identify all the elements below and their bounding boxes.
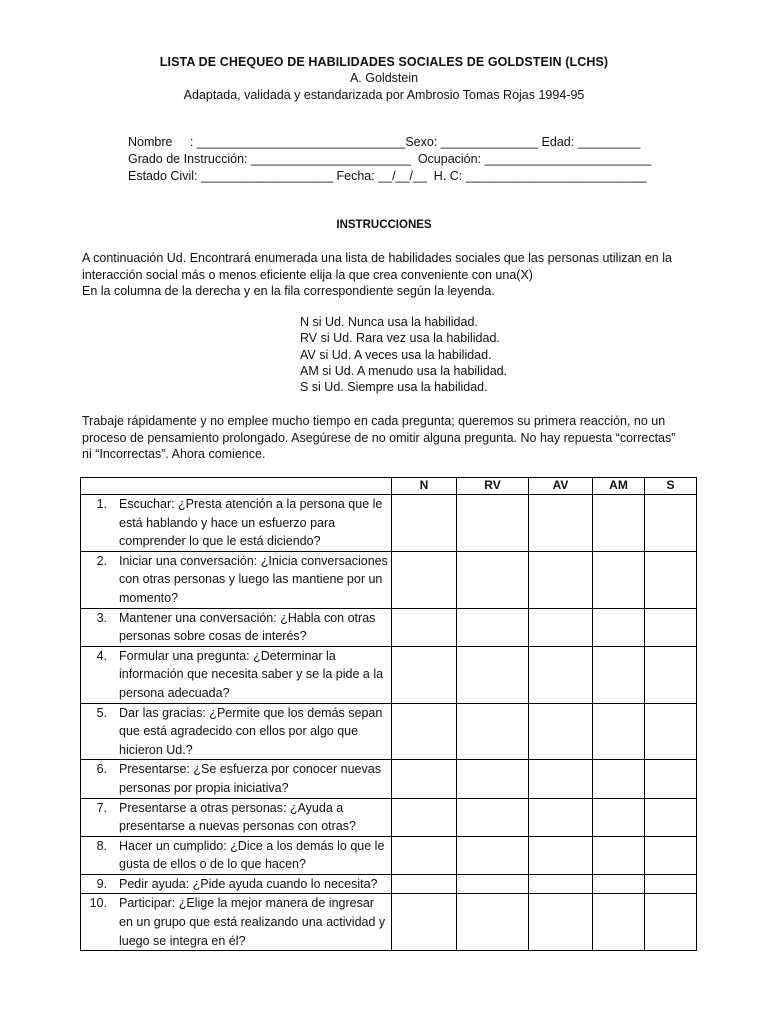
question-number: 5. <box>96 705 107 720</box>
column-header-s: S <box>645 478 697 495</box>
table-row <box>81 798 697 836</box>
question-cell <box>81 608 392 646</box>
question-text <box>119 837 391 874</box>
answer-cell-rv[interactable] <box>457 646 529 703</box>
answer-cell-am[interactable] <box>593 703 645 760</box>
answer-cell-am[interactable] <box>593 760 645 798</box>
response-legend <box>300 314 507 395</box>
instructions-closing-line: ni “Incorrectas”. Ahora comience. <box>82 447 266 461</box>
question-text <box>119 894 391 950</box>
question-text <box>119 799 391 836</box>
question-cell <box>81 495 392 552</box>
answer-cell-av[interactable] <box>529 760 593 798</box>
legend-item-n: N si Ud. Nunca usa la habilidad. <box>300 315 478 329</box>
answer-cell-s[interactable] <box>645 646 697 703</box>
answer-cell-s[interactable] <box>645 608 697 646</box>
question-text-line: Escuchar: ¿Presta atención a la persona que le <box>119 497 383 511</box>
column-header-am: AM <box>593 478 645 495</box>
question-text-line: presentarse a nuevas personas con otras? <box>119 819 356 834</box>
answer-cell-am[interactable] <box>593 894 645 951</box>
answer-cell-am[interactable] <box>593 836 645 874</box>
question-number: 7. <box>96 800 107 815</box>
question-text-line: Dar las gracias: ¿Permite que los demás sepan <box>119 705 383 720</box>
answer-cell-am[interactable] <box>593 646 645 703</box>
column-header-n: N <box>392 478 457 495</box>
answer-cell-n[interactable] <box>392 836 457 874</box>
answer-cell-n[interactable] <box>392 760 457 798</box>
answer-cell-am[interactable] <box>593 495 645 552</box>
question-text-line: Presentarse: ¿Se esfuerza por conocer nuevas <box>119 762 381 777</box>
question-text-line: información que necesita saber y se la pide a la <box>119 667 384 682</box>
answer-cell-rv[interactable] <box>457 495 529 552</box>
question-text-line: personas sobre cosas de interés? <box>119 629 307 644</box>
answer-cell-s[interactable] <box>645 760 697 798</box>
question-text-line: Pedir ayuda: ¿Pide ayuda cuando lo necesita? <box>119 876 378 891</box>
question-text <box>119 495 391 551</box>
answer-cell-rv[interactable] <box>457 798 529 836</box>
answer-cell-am[interactable] <box>593 874 645 894</box>
answer-cell-s[interactable] <box>645 836 697 874</box>
question-text <box>119 875 391 894</box>
question-text-line: gusta de ellos o de lo que hacen? <box>119 857 306 872</box>
answer-cell-n[interactable] <box>392 646 457 703</box>
question-cell <box>81 874 392 894</box>
question-text <box>119 552 391 608</box>
answer-cell-av[interactable] <box>529 836 593 874</box>
question-text-line: Presentarse a otras personas: ¿Ayuda a <box>119 800 344 815</box>
question-text-line: Participar: ¿Elige la mejor manera de ingresar <box>119 896 374 911</box>
column-header-rv: RV <box>457 478 529 495</box>
answer-cell-s[interactable] <box>645 894 697 951</box>
answer-cell-rv[interactable] <box>457 551 529 608</box>
answer-cell-av[interactable] <box>529 894 593 951</box>
answer-cell-rv[interactable] <box>457 703 529 760</box>
answer-cell-av[interactable] <box>529 646 593 703</box>
question-number: 1. <box>96 497 107 511</box>
instructions-intro <box>82 250 698 300</box>
question-text <box>119 704 391 760</box>
question-number: 2. <box>96 553 107 568</box>
answer-cell-s[interactable] <box>645 495 697 552</box>
answer-cell-am[interactable] <box>593 551 645 608</box>
answer-cell-s[interactable] <box>645 874 697 894</box>
table-row <box>81 894 697 951</box>
form-fields-civil-status-date-hc[interactable]: Estado Civil: ___________________ Fecha: __/__/__ H. C: __________________________ <box>128 169 647 183</box>
instructions-intro-line: A continuación Ud. Encontrará enumerada una lista de habilidades sociales que las personas utilizan en la <box>82 251 672 265</box>
answer-cell-s[interactable] <box>645 551 697 608</box>
question-cell <box>81 798 392 836</box>
instructions-closing-line: proceso de pensamiento prolongado. Asegúrese de no omitir alguna pregunta. No hay repuesta “correctas” <box>82 430 676 445</box>
column-header-question <box>81 478 392 495</box>
question-text <box>119 760 391 797</box>
question-text-line: persona adecuada? <box>119 685 230 700</box>
question-cell <box>81 760 392 798</box>
question-text-line: hicieron Ud.? <box>119 742 193 757</box>
legend-item-s: S si Ud. Siempre usa la habilidad. <box>300 380 488 395</box>
table-row <box>81 836 697 874</box>
document-title: LISTA DE CHEQUEO DE HABILIDADES SOCIALES DE GOLDSTEIN (LCHS) <box>159 55 609 69</box>
question-text-line: Mantener una conversación: ¿Habla con otras <box>119 610 376 625</box>
question-number: 8. <box>96 838 107 853</box>
answer-cell-n[interactable] <box>392 703 457 760</box>
answer-cell-am[interactable] <box>593 798 645 836</box>
instructions-heading: INSTRUCCIONES <box>336 219 432 231</box>
answer-cell-rv[interactable] <box>457 836 529 874</box>
answer-cell-av[interactable] <box>529 874 593 894</box>
answer-cell-rv[interactable] <box>457 894 529 951</box>
question-text-line: momento? <box>119 590 179 605</box>
answer-cell-n[interactable] <box>392 495 457 552</box>
answer-cell-av[interactable] <box>529 703 593 760</box>
answer-cell-s[interactable] <box>645 798 697 836</box>
answer-cell-rv[interactable] <box>457 874 529 894</box>
legend-item-rv: RV si Ud. Rara vez usa la habilidad. <box>300 331 500 346</box>
question-number: 6. <box>96 762 107 777</box>
table-row <box>81 551 697 608</box>
instructions-intro-line: En la columna de la derecha y en la fila correspondiente según la leyenda. <box>82 284 495 298</box>
question-text-line: personas por propia iniciativa? <box>119 780 289 795</box>
question-text-line: Iniciar una conversación: ¿Inicia conversaciones <box>119 553 388 568</box>
instructions-closing <box>82 413 698 463</box>
question-text-line: está hablando y hace un esfuerzo para <box>119 515 336 530</box>
legend-item-am: AM si Ud. A menudo usa la habilidad. <box>300 363 508 378</box>
table-row <box>81 608 697 646</box>
author-line: A. Goldstein <box>349 71 419 85</box>
answer-cell-n[interactable] <box>392 894 457 951</box>
question-text-line: luego se integra en él? <box>119 933 246 948</box>
answer-cell-n[interactable] <box>392 608 457 646</box>
question-text-line: en un grupo que está realizando una actividad y <box>119 915 386 930</box>
question-text <box>119 609 391 646</box>
answer-cell-av[interactable] <box>529 798 593 836</box>
table-row <box>81 760 697 798</box>
question-text-line: comprender lo que le está diciendo? <box>119 534 321 549</box>
skills-checklist-table <box>80 477 697 951</box>
question-number: 4. <box>96 648 107 663</box>
instructions-intro-line: interacción social más o menos eficiente elija la que crea conveniente con una(X) <box>82 267 533 282</box>
answer-cell-av[interactable] <box>529 608 593 646</box>
question-cell <box>81 551 392 608</box>
question-text-line: Hacer un cumplido: ¿Dice a los demás lo que le <box>119 838 385 853</box>
question-cell <box>81 703 392 760</box>
answer-cell-s[interactable] <box>645 703 697 760</box>
answer-cell-av[interactable] <box>529 551 593 608</box>
adaptation-credit: Adaptada, validada y estandarizada por Ambrosio Tomas Rojas 1994-95 <box>183 88 585 102</box>
answer-cell-n[interactable] <box>392 798 457 836</box>
answer-cell-rv[interactable] <box>457 760 529 798</box>
question-cell <box>81 836 392 874</box>
question-cell <box>81 646 392 703</box>
question-number: 10. <box>89 896 107 911</box>
answer-cell-av[interactable] <box>529 495 593 552</box>
table-row <box>81 646 697 703</box>
question-number: 3. <box>96 610 107 625</box>
question-text-line: que está agradecido con ellos por algo que <box>119 724 359 739</box>
answer-cell-am[interactable] <box>593 608 645 646</box>
answer-cell-rv[interactable] <box>457 608 529 646</box>
table-row <box>81 703 697 760</box>
question-text <box>119 647 391 703</box>
form-fields-education-occupation[interactable]: Grado de Instrucción: _______________________ Ocupación: ________________________ <box>128 152 652 166</box>
table-row <box>81 495 697 552</box>
question-text-line: con otras personas y luego las mantiene por un <box>119 572 383 587</box>
question-text-line: Formular una pregunta: ¿Determinar la <box>119 648 336 663</box>
answer-cell-n[interactable] <box>392 551 457 608</box>
question-number: 9. <box>96 876 107 891</box>
table-header-row <box>81 478 697 495</box>
table-row <box>81 874 697 894</box>
answer-cell-n[interactable] <box>392 874 457 894</box>
column-header-av: AV <box>529 478 593 495</box>
question-cell <box>81 894 392 951</box>
legend-item-av: AV si Ud. A veces usa la habilidad. <box>300 347 492 362</box>
instructions-closing-line: Trabaje rápidamente y no emplee mucho tiempo en cada pregunta; queremos su primera reacción, no un <box>82 414 666 428</box>
form-fields-name-sex-age[interactable]: Nombre : ______________________________Sexo: ______________ Edad: _________ <box>128 135 641 149</box>
